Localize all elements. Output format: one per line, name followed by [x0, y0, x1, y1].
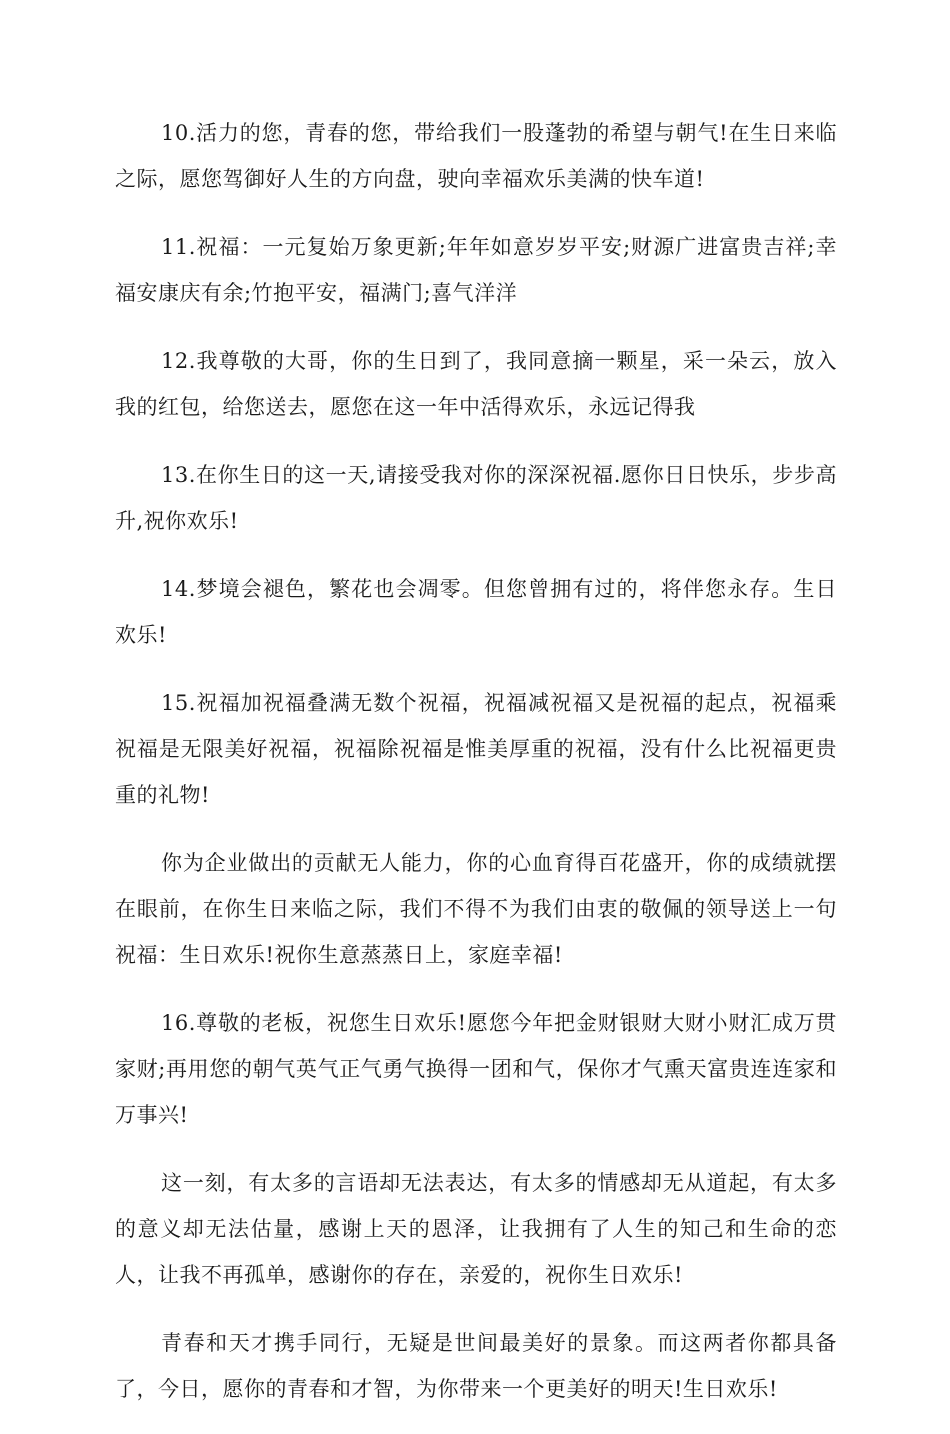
paragraph-16: 16.尊敬的老板，祝您生日欢乐!愿您今年把金财银财大财小财汇成万贯家财;再用您的朝气英气正气勇气换得一团和气，保你才气熏天富贵连连家和万事兴! — [115, 1011, 837, 1127]
paragraph-leader-wish: 你为企业做出的贡献无人能力，你的心血育得百花盛开，你的成绩就摆在眼前，在你生日来临之际，我们不得不为我们由衷的敬佩的领导送上一句祝福：生日欢乐!祝你生意蒸蒸日上，家庭幸福! — [115, 851, 837, 967]
document-body — [115, 110, 837, 1434]
paragraph-14: 14.梦境会褪色，繁花也会凋零。但您曾拥有过的，将伴您永存。生日欢乐! — [115, 577, 837, 647]
paragraph-11: 11.祝福：一元复始万象更新;年年如意岁岁平安;财源广进富贵吉祥;幸福安康庆有余;竹抱平安，福满门;喜气洋洋 — [115, 235, 837, 305]
paragraph-13: 13.在你生日的这一天,请接受我对你的深深祝福.愿你日日快乐，步步高升,祝你欢乐! — [115, 463, 837, 533]
paragraph-15: 15.祝福加祝福叠满无数个祝福，祝福减祝福又是祝福的起点，祝福乘祝福是无限美好祝福，祝福除祝福是惟美厚重的祝福，没有什么比祝福更贵重的礼物! — [115, 691, 837, 807]
paragraph-youth-wish: 青春和天才携手同行，无疑是世间最美好的景象。而这两者你都具备了，今日，愿你的青春和才智，为你带来一个更美好的明天!生日欢乐! — [115, 1331, 837, 1401]
paragraph-10: 10.活力的您，青春的您，带给我们一股蓬勃的希望与朝气!在生日来临之际，愿您驾御好人生的方向盘，驶向幸福欢乐美满的快车道! — [115, 121, 837, 191]
paragraph-12: 12.我尊敬的大哥，你的生日到了，我同意摘一颗星，采一朵云，放入我的红包，给您送去，愿您在这一年中活得欢乐，永远记得我 — [115, 349, 837, 419]
paragraph-lover-wish: 这一刻，有太多的言语却无法表达，有太多的情感却无从道起，有太多的意义却无法估量，感谢上天的恩泽，让我拥有了人生的知己和生命的恋人，让我不再孤单，感谢你的存在，亲爱的，祝你生日欢乐! — [115, 1171, 837, 1287]
